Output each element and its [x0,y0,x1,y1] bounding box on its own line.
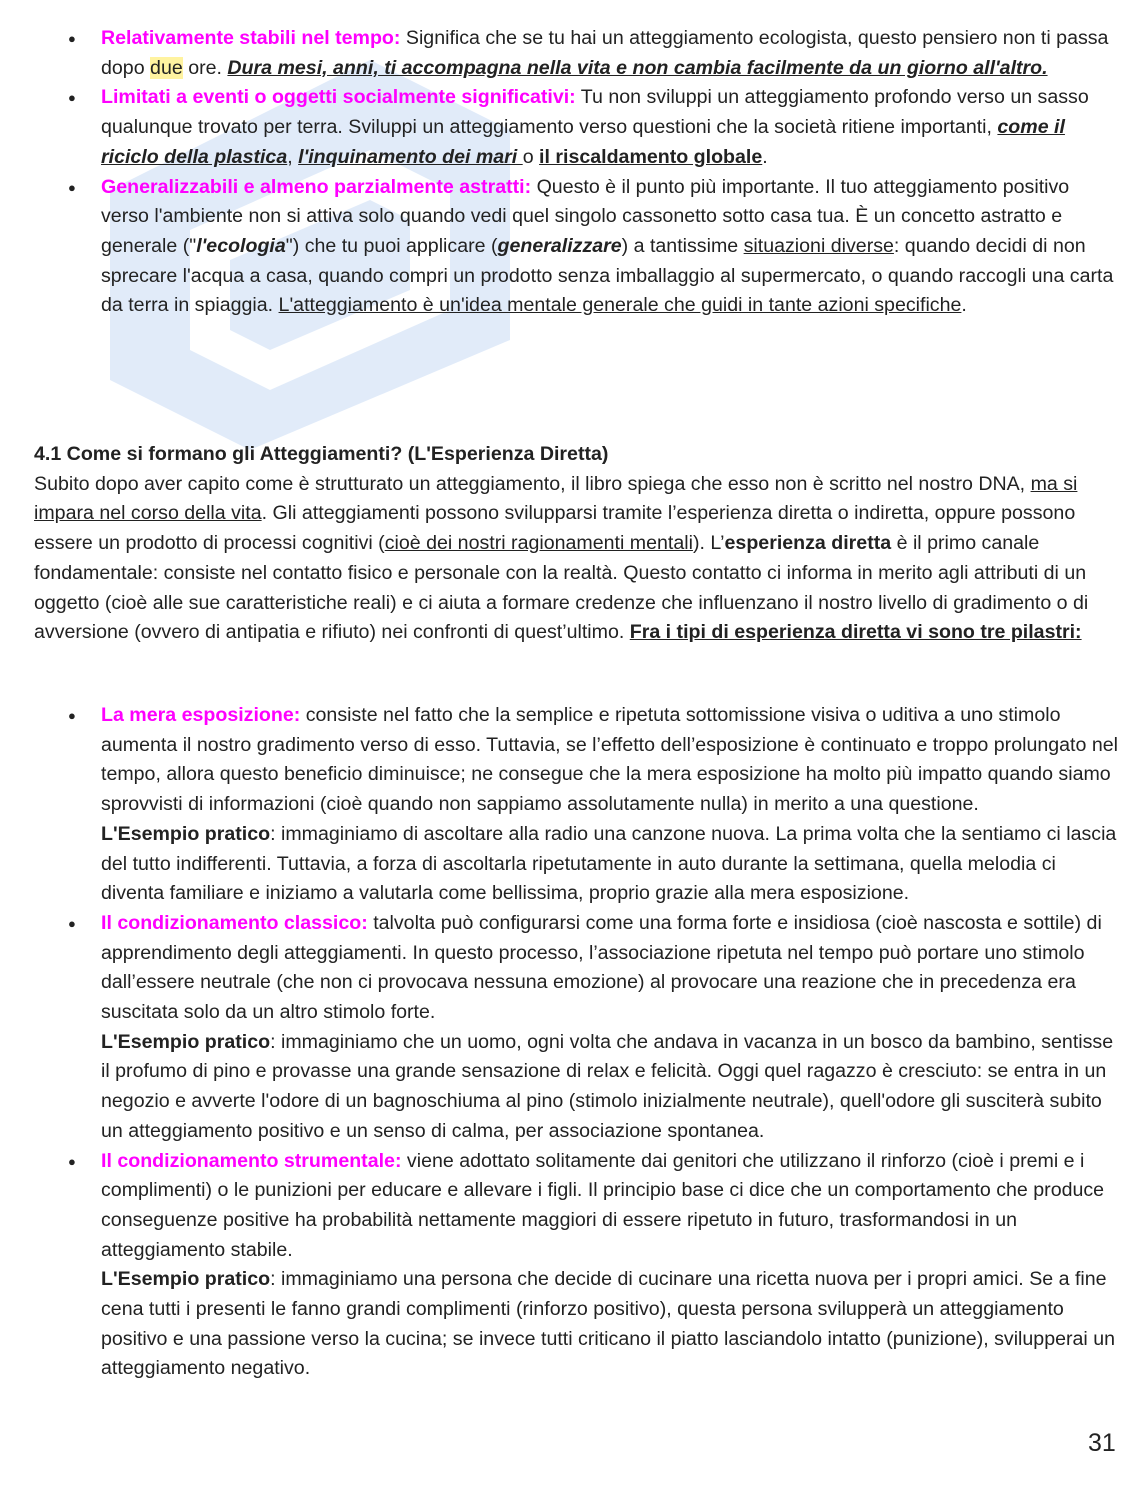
list-item [0,83,1148,172]
emphasis-text: il riscaldamento globale [539,145,763,168]
paragraph-text: è il primo canale fondamentale: consiste nel contatto fisico e personale con la realtà. Questo contatto ci informa in merito agli attributi di un oggetto (cioè alle sue caratteristiche reali) e ci aiuta a formare credenze che influenzano il nostro livello di gradimento o di avversione (ovvero di antipatia e rifiuto) nei confronti di quest’ultimo. [34,532,1089,644]
bullet-title: Generalizzabili e almeno parzialmente astratti: [101,175,532,198]
section-paragraph [34,470,1119,648]
bottom-bullet-list [0,701,1148,1384]
section-4-1 [34,440,1119,648]
bullet-title: Il condizionamento strumentale: [101,1149,402,1172]
bold-underlined-text: Fra i tipi di esperienza diretta vi sono tre pilastri: [629,621,1082,644]
bullet-text: ) a tantissime [621,234,744,257]
bullet-title: Relativamente stabili nel tempo: [101,27,401,49]
example-text: : immaginiamo di ascoltare alla radio una canzone nuova. La prima volta che la sentiamo ci lascia del tutto indifferenti. Tuttavia, a forza di ascoltarla ripetutamente in auto durante la settimana, quella melodia ci diventa familiare e iniziamo a valutarla come bellissima, proprio grazie alla mera esposizione. [101,822,1117,905]
bullet-text: ") che tu puoi applicare ( [285,234,498,257]
underlined-text: cioè dei nostri ragionamenti mentali [384,532,693,555]
bullet-text: ore. [182,56,228,79]
bullet-text: consiste nel fatto che la semplice e ripetuta sottomissione visiva o uditiva a uno stimolo aumenta il nostro gradimento verso di esso. Tuttavia, se l’effetto dell’esposizione è continuato e troppo prolungato nel tempo, allora questo beneficio diminuisce; ne consegue che la mera esposizione ha molto più impatto quando siamo sprovvisti di informazioni (cioè quando non sappiamo assolutamente nulla) in merito a una questione. [101,704,1118,816]
highlighted-text: due [150,56,183,79]
bullet-title: La mera esposizione: [101,704,301,726]
underlined-text: L'atteggiamento è un'idea mentale generale che guidi in tante azioni specifiche [278,294,962,317]
list-item [0,173,1148,322]
list-item [0,24,1148,83]
bullet-text: viene adottato solitamente dai genitori che utilizzano il rinforzo (cioè i premi e i complimenti) o le punizioni per educare e allevare i figli. Il principio base ci dice che un comportamento che produce conseguenze positive ha probabilità nettamente maggiori di essere ripetuto in futuro, trasformandosi in un atteggiamento stabile. [101,1149,1105,1261]
emphasis-text: generalizzare [497,234,622,257]
underlined-text: ma si impara nel corso della vita [34,472,1078,525]
page-number: 31 [1088,1429,1116,1457]
bullet-text: talvolta può configurarsi come una forma forte e insidiosa (cioè nascosta e sottile) di apprendimento degli atteggiamenti. In questo processo, l’associazione ripetuta nel tempo può portare uno stimolo dall’essere neutrale (che non ci provocava nessuna emozione) al provocare una reazione che in precedenza era suscitata solo da un altro stimolo forte. [101,911,1102,1024]
example-text: : immaginiamo che un uomo, ogni volta che andava in vacanza in un bosco da bambino, sentisse il profumo di pino e provasse una grande sensazione di relax e felicità. Oggi quel ragazzo è cresciuto: se entra in un negozio e avverte l'odore di un bagnoschiuma al pino (stimolo inizialmente neutrale), quell'odore gli susciterà subito un atteggiamento positivo e un senso di calma, per associazione spontanea. [101,1030,1114,1142]
emphasis-text: l'inquinamento dei mari [298,145,523,168]
top-bullet-list [0,24,1148,321]
end-text: . [961,294,967,317]
example-label: L'Esempio pratico [101,822,271,845]
example-label: L'Esempio pratico [101,1268,271,1291]
section-heading: 4.1 Come si formano gli Atteggiamenti? (L'Esperienza Diretta) [34,443,609,465]
example-label: L'Esempio pratico [101,1030,271,1053]
bullet-text: Tu non sviluppi un atteggiamento profondo verso un sasso qualunque trovato per terra. Sviluppi un atteggiamento verso questioni che la società ritiene importanti, [101,86,1089,139]
bullet-title: Il condizionamento classico: [101,911,368,934]
bullet-text: : quando decidi di non sprecare l'acqua a casa, quando compri un prodotto senza imballaggio al supermercato, o quando raccogli una carta da terra in spiaggia. [101,234,1114,317]
separator-text: , [287,145,299,168]
bold-text: esperienza diretta [724,532,892,555]
list-item [0,701,1148,909]
emphasis-text: come il riciclo della plastica [101,116,1065,168]
emphasis-text: Dura mesi, anni, ti accompagna nella vita e non cambia facilmente da un giorno all'altro. [227,56,1048,79]
bullet-title: Limitati a eventi o oggetti socialmente significativi: [101,86,576,109]
list-item [0,909,1148,1147]
bullet-text: Significa che se tu hai un atteggiamento ecologista, questo pensiero non ti passa dopo [101,27,1109,79]
example-text: : immaginiamo una persona che decide di cucinare una ricetta nuova per i propri amici. Se a fine cena tutti i presenti le fanno grandi complimenti (rinforzo positivo), questa persona svilupperà un atteggiamento positivo e una passione verso la cucina; se invece tutti criticano il piatto lasciandolo intatto (punizione), svilupperai un atteggiamento negativo. [101,1268,1116,1380]
separator-text: o [522,145,540,168]
paragraph-text: . Gli atteggiamenti possono svilupparsi tramite l’esperienza diretta o indiretta, oppure possono essere un prodotto di processi cognitivi ( [34,502,1076,555]
list-item [0,1147,1148,1385]
emphasis-text: l'ecologia [196,234,286,257]
paragraph-text: Subito dopo aver capito come è strutturato un atteggiamento, il libro spiega che esso non è scritto nel nostro DNA, [34,472,1031,495]
paragraph-text: ). L’ [692,532,725,555]
end-text: . [762,145,768,168]
underlined-text: situazioni diverse [743,234,894,257]
bullet-text: Questo è il punto più importante. Il tuo atteggiamento positivo verso l'ambiente non si attiva solo quando vedi quel singolo cassonetto sotto casa tua. È un concetto astratto e generale (" [101,175,1070,257]
